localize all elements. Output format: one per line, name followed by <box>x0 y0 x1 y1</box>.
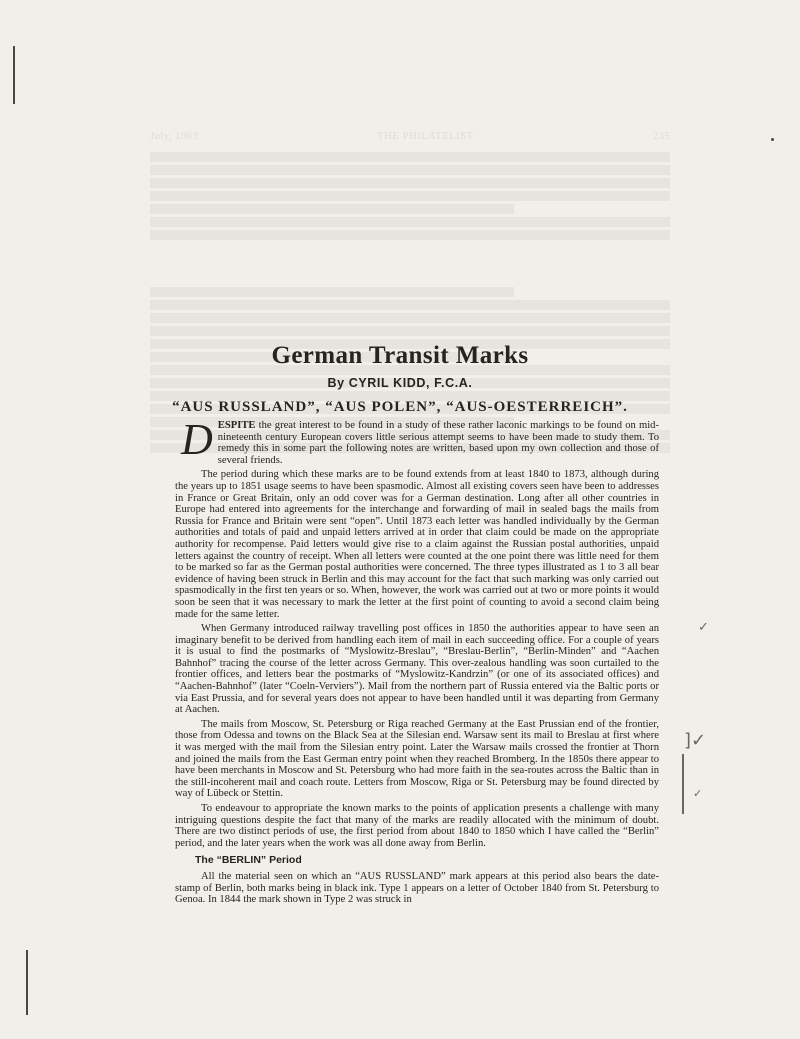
ghost-header <box>150 130 670 142</box>
ghost-line <box>150 217 670 227</box>
paragraph-4: The mails from Moscow, St. Petersburg or Riga reached Germany at the East Prussian end of the frontier, those from Odessa and towns on the Black Sea at the Silesian end. Warsaw sent its mail to Breslau at first where it was merged with the mail from the Silesian entry point. Later the Warsaw mails crossed the frontier at Thorn and joined the mails from the East German entry point when they reached Bromberg. In the 1850s there appear to have been merchants in Moscow and St. Petersburg who had more faith in the sea-routes across the Baltic than in the still-incoherent mail and coach route. Letters from Moscow, Riga or St. Petersburg may be found directed by way of Lübeck or Stettin. <box>175 718 659 800</box>
article-author: By CYRIL KIDD, F.C.A. <box>327 376 473 390</box>
ghost-header-left: July, 1963 <box>150 130 199 142</box>
paragraph-5: To endeavour to appropriate the known marks to the points of application presents a challenge with many intriguing questions despite the fact that many of the marks are readily allocated with the minimum of doubt. There are two distinct periods of use, the first period from about 1840 to 1850 which I have called the “Berlin” period, and the later years when the work was all done away from Berlin. <box>175 803 659 849</box>
ghost-header-center: THE PHILATELIST <box>377 130 474 142</box>
paragraph-6: All the material seen on which an “AUS RUSSLAND” mark appears at this period also bears the date-stamp of Berlin, both marks being in black ink. Type 1 appears on a letter of October 1840 from St. Petersburg to Genoa. In 1844 the mark shown in Type 2 was struck in <box>175 870 659 906</box>
ghost-line <box>150 243 670 265</box>
drop-cap: D <box>181 415 213 464</box>
ghost-line <box>150 326 670 336</box>
ghost-header-right: 235 <box>652 130 670 142</box>
paper-speck <box>771 138 774 141</box>
ghost-line <box>150 300 670 310</box>
ghost-line <box>150 313 670 323</box>
paragraph-1-text: the great interest to be found in a study of these rather laconic markings to be found on mid-nineteenth century European covers little serious attempt seems to have been made to study them. To remedy this in some part the following notes are written, based upon my own collection and those of several friends. <box>217 420 659 466</box>
binding-mark-bottom <box>26 950 28 1015</box>
ghost-line <box>150 230 670 240</box>
article-body <box>175 415 659 909</box>
ghost-line <box>150 204 514 214</box>
article-title: German Transit Marks <box>271 342 529 369</box>
paragraph-1 <box>175 415 659 466</box>
margin-pencil-tick-2: ✓ <box>693 787 703 800</box>
paragraph-1-lead: ESPITE <box>217 420 256 431</box>
ghost-line <box>150 178 670 188</box>
paragraph-2: The period during which these marks are to be found extends from at least 1840 to 1873, although during the years up to 1851 usage seems to have been spasmodic. Almost all existing covers seen have been to addresses in France or Great Britain, only an odd cover was for a German destination. Long after all other countries in Europe had entered into agreements for the interchange and forwarding of mail in sealed bags the mails from Russia for France and Britain were sent “open”. Until 1873 each letter was handled individually by the German authorities and totals of paid and unpaid letters arrived at in order that claim could be made on the appropriate authority for recompense. Paid letters would give rise to a claim against the Russian postal authorities, unpaid letters against the country of receipt. When all letters were counted at the one point there was little need for them to be marked so far as the German postal authorities were concerned. The three types illustrated as 1 to 3 all bear evidence of having been struck in Berlin and this may account for the fact that such marking was only carried out spasmodically in the first ten years or so. When, however, the work was carried out at two or more points it would soon be seen that it was necessary to mark the letter at the first point of counting to avoid a second claim being made for the same letter. <box>175 469 659 620</box>
binding-mark-top <box>13 46 15 104</box>
margin-pencil-line <box>682 754 684 814</box>
ghost-line <box>150 287 514 297</box>
ghost-line <box>150 152 670 162</box>
ghost-line <box>150 191 670 201</box>
ghost-line <box>150 265 670 287</box>
ghost-line <box>150 165 670 175</box>
paragraph-3: When Germany introduced railway travelling post offices in 1850 the authorities appear to have seen an imaginary benefit to be derived from handling each item of mail in each succeeding office. For a couple of years it is usual to find the postmarks of “Myslowitz-Breslau”, “Breslau-Berlin”, “Berlin-Minden” and “Aachen Bahnhof” tracing the course of the letter across Germany. This over-zealous handling was soon curtailed to the frontier offices, and letters bear the postmarks of “Myslowitz-Kandrzin” (or one of its associated offices) and “Aachen-Bahnhof” (later “Coeln-Verviers”). Mail from the northern part of Russia entered via the Baltic ports or via East Prussia, and for several years does not appear to have been handled until it was departing from Germany at Aachen. <box>175 623 659 716</box>
margin-pencil-bracket-tick: ]✓ <box>684 730 707 751</box>
margin-pencil-tick-1: ✓ <box>698 620 709 635</box>
section-heading: The “BERLIN” Period <box>195 854 302 867</box>
article-subtitle: “AUS RUSSLAND”, “AUS POLEN”, “AUS-OESTERREICH”. <box>172 399 628 415</box>
